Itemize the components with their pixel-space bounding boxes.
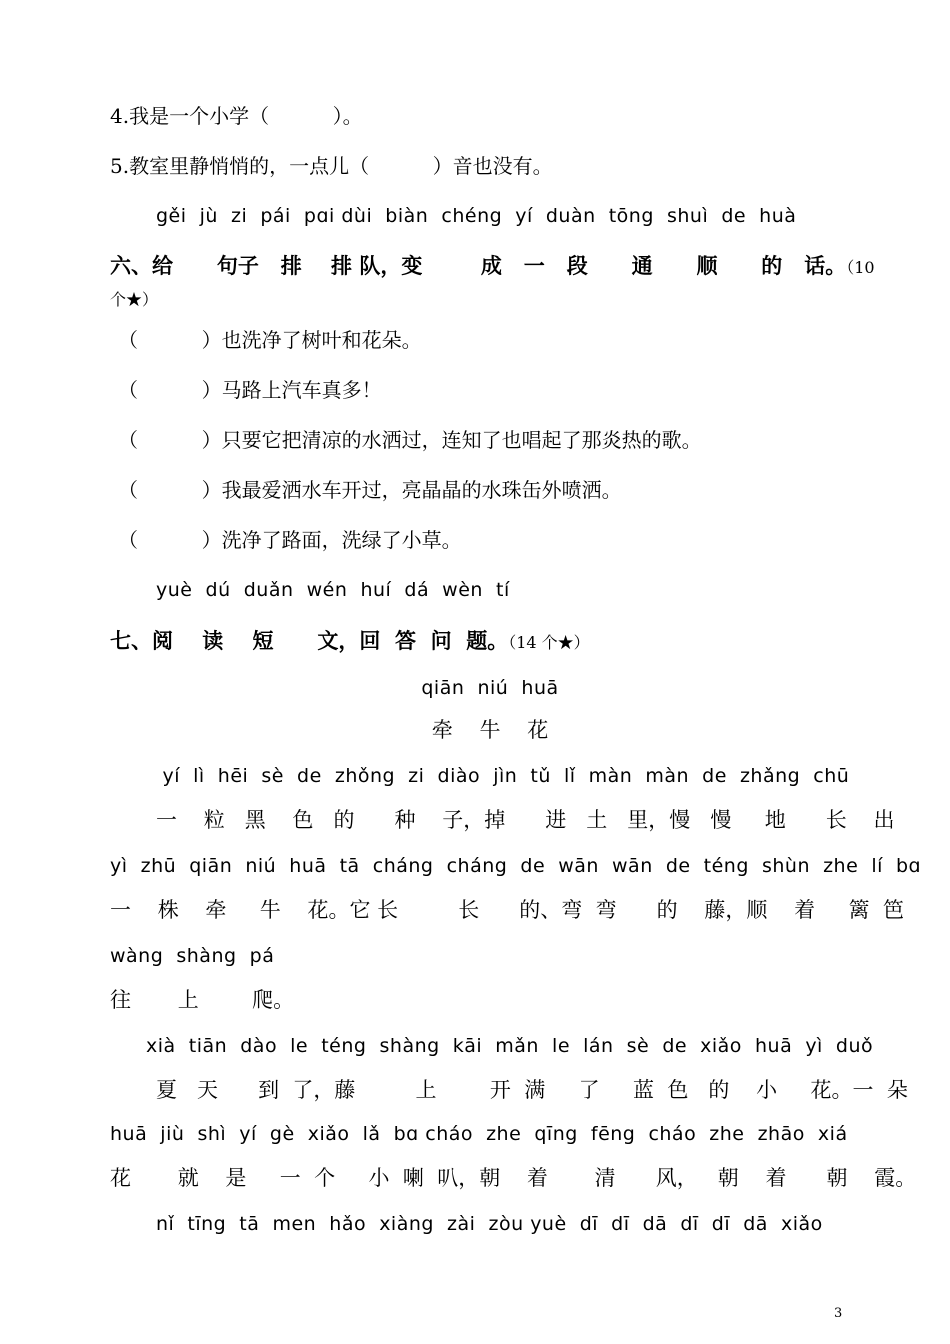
section-6-stars: （10	[846, 258, 875, 277]
story-line-2: 一 株 牵 牛 花。它 长 长 的、弯 弯 的 藤，顺 着 篱 笆	[110, 898, 904, 922]
order-sentence-2: （ ）马路上汽车真多！	[118, 378, 382, 402]
section-6-stars-cont: 个★）	[110, 290, 159, 309]
story-pinyin-4: xià tiān dào le téng shàng kāi mǎn le lán sè de xiǎo huā yì duǒ	[146, 1035, 874, 1057]
story-line-3: 往 上 爬。	[110, 988, 295, 1012]
story-pinyin-3: wàng shàng pá	[110, 945, 275, 967]
story-pinyin-2: yì zhū qiān niú huā tā cháng cháng de wān wān de téng shùn zhe lí bɑ	[110, 855, 922, 877]
order-sentence-4: （ ）我最爱洒水车开过，亮晶晶的水珠缶外喷洒。	[118, 478, 622, 502]
order-sentence-1: （ ）也洗净了树叶和花朵。	[118, 328, 422, 352]
story-line-4: 夏 天 到 了，藤 上 开 满 了 蓝 色 的 小 花。一 朵	[156, 1078, 908, 1102]
story-pinyin-1: yí lì hēi sè de zhǒng zi diào jìn tǔ lǐ màn màn de zhǎng chū	[156, 765, 850, 787]
section-6-heading	[110, 252, 875, 282]
story-title: 牵 牛 花	[431, 718, 549, 742]
section-7-title: 七、阅 读 短 文，回 答 问 题。	[110, 628, 509, 653]
order-sentence-3: （ ）只要它把清凉的水洒过，连知了也唱起了那炎热的歌。	[118, 428, 702, 452]
story-pinyin-5: huā jiù shì yí gè xiǎo lǎ bɑ cháo zhe qīng fēng cháo zhe zhāo xiá	[110, 1123, 848, 1145]
section-6-pinyin: gěi jù zi pái pɑi dùi biàn chéng yí duàn tōng shuì de huà	[156, 205, 797, 227]
section-6-title: 六、给 句子 排 排 队，变 成 一 段 通 顺 的 话。	[110, 253, 847, 278]
story-line-5: 花 就 是 一 个 小 喇 叭，朝 着 清 风， 朝 着 朝 霞。	[110, 1166, 917, 1190]
order-sentence-5: （ ）洗净了路面，洗绿了小草。	[118, 528, 462, 552]
story-title-pinyin: qiān niú huā	[421, 677, 559, 699]
section-7-heading	[110, 627, 590, 657]
question-4: 4.我是一个小学（ ）。	[110, 104, 363, 128]
page-number: 3	[834, 1306, 843, 1321]
section-7-stars: （14 个★）	[508, 633, 590, 652]
section-7-pinyin: yuè dú duǎn wén huí dá wèn tí	[156, 579, 510, 601]
question-5: 5.教室里静悄悄的，一点儿（ ）音也没有。	[110, 154, 553, 178]
story-pinyin-6: nǐ tīng tā men hǎo xiàng zài zòu yuè dī dī dā dī dī dā xiǎo	[156, 1213, 823, 1235]
story-line-1: 一 粒 黑 色 的 种 子，掉 进 土 里，慢 慢 地 长 出	[156, 808, 895, 832]
